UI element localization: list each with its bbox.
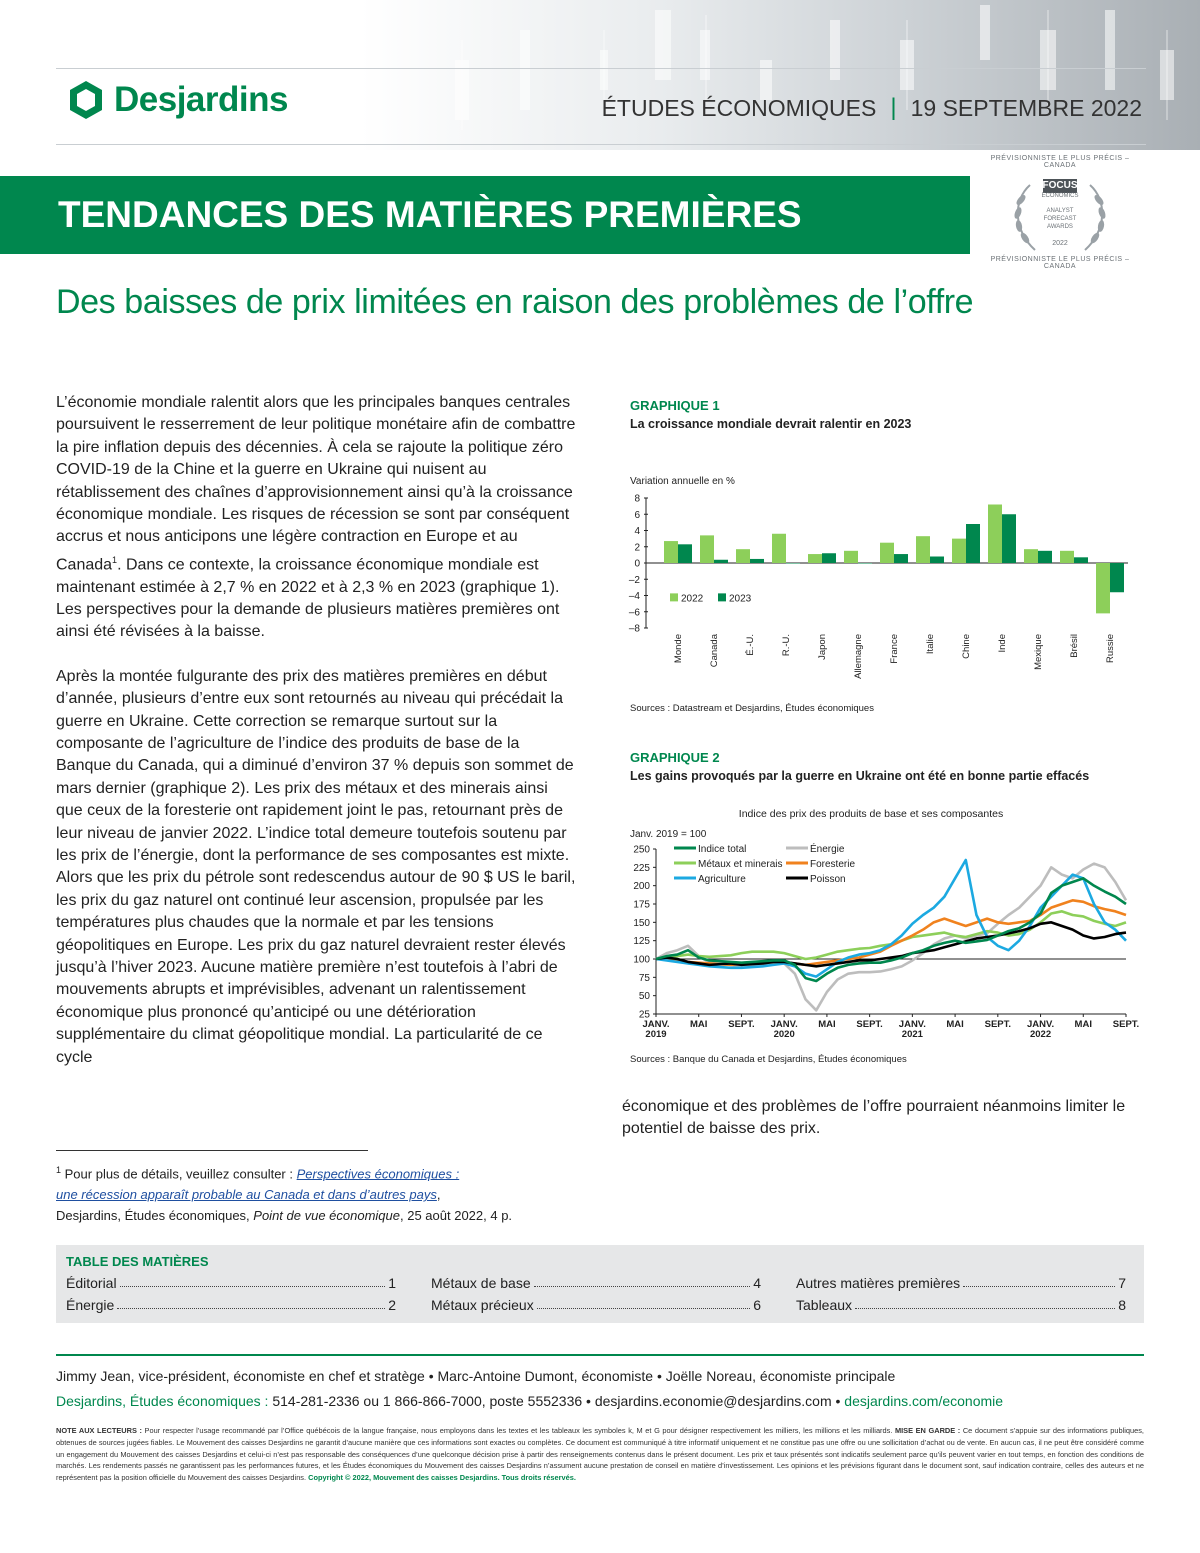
chart2-ytick-label: 175 — [633, 899, 650, 911]
chart1-bar-2023-Canada — [714, 560, 728, 563]
chart2-xtick-label: SEPT. — [856, 1019, 883, 1030]
chart1-bar-2022-Brésil — [1060, 551, 1074, 563]
chart1-source: Sources : Datastream et Desjardins, Études économiques — [630, 703, 874, 714]
header-rule-top — [56, 68, 1146, 69]
toc-item-page: 1 — [388, 1275, 396, 1291]
chart2-label: GRAPHIQUE 2 — [630, 750, 720, 765]
contact-phone-email[interactable]: 514-281-2336 ou 1 866-866-7000, poste 5552336 • desjardins.economie@desjardins.com • — [272, 1393, 845, 1409]
chart2-xtick-label: MAI — [1074, 1019, 1092, 1030]
chart1-bar-2022-Russie — [1096, 563, 1110, 613]
chart1-bar-2022-É.-U. — [736, 549, 750, 563]
legal-disclaimer — [56, 1425, 1144, 1484]
chart2-line-chart — [622, 805, 1142, 1045]
chart1-bar-2023-Inde — [1002, 514, 1016, 563]
header-meta — [602, 94, 1142, 122]
chart1-category-label: Russie — [1105, 634, 1116, 664]
footnote-suffix-b: , 25 août 2022, 4 p. — [400, 1208, 513, 1224]
chart1-bar-2022-France — [880, 543, 894, 563]
chart2-ytick-label: 125 — [633, 936, 650, 948]
toc-item-page: 2 — [388, 1297, 396, 1313]
chart2-xtick-label: MAI — [690, 1019, 708, 1030]
chart1-bar-2022-Canada — [700, 535, 714, 563]
table-of-contents — [56, 1245, 1144, 1323]
footnote-number: 1 — [56, 1165, 62, 1175]
award-year: 2022 — [1052, 240, 1068, 247]
chart1-ylabel: Variation annuelle en % — [630, 476, 735, 487]
toc-item-metaux-precieux[interactable] — [431, 1297, 761, 1313]
chart1-category-label: Italie — [925, 634, 936, 655]
header-separator: | — [890, 94, 897, 121]
desjardins-logo[interactable] — [68, 80, 288, 120]
chart1-bar-2023-Allemagne — [858, 563, 872, 564]
chart2-ytick-label: 50 — [638, 991, 650, 1003]
chart1-bar-2022-Japon — [808, 554, 822, 563]
chart2-xtick-label: JANV. — [642, 1019, 670, 1030]
chart1-category-label: Monde — [673, 634, 684, 664]
toc-item-energie[interactable] — [66, 1297, 396, 1313]
footnote-prefix: Pour plus de détails, veuillez consulter : — [64, 1166, 297, 1182]
award-name: FOCUS — [1042, 180, 1078, 191]
toc-item-label: Tableaux — [796, 1297, 853, 1313]
brand-name: Desjardins — [114, 80, 288, 119]
chart2-xtick-year: 2021 — [901, 1029, 923, 1040]
chart1-category-label: Canada — [709, 634, 720, 668]
chart2-xtick-label: SEPT. — [1112, 1019, 1140, 1030]
paragraph-1-b: . Dans ce contexte, la croissance économique mondiale est maintenant estimée à 2,7 % en 2022 et à 2,3 % en 2023 (graphique 1). Les perspectives pour la demande de plusieurs matières premières ont ainsi été révisées à la baisse. — [56, 556, 560, 641]
chart1-bar-2023-R.-U. — [786, 563, 800, 564]
contact-website-link[interactable]: desjardins.com/economie — [844, 1393, 1004, 1409]
chart1-bar-2023-Chine — [966, 524, 980, 563]
toc-leader — [534, 1275, 751, 1287]
toc-item-page: 7 — [1118, 1275, 1126, 1291]
paragraph-2-continuation: économique et des problèmes de l’offre pourraient néanmoins limiter le potentiel de baisse des prix. — [622, 1098, 1126, 1138]
page-title: TENDANCES DES MATIÈRES PREMIÈRES — [58, 194, 802, 235]
chart2-xtick-year: 2019 — [645, 1029, 667, 1040]
paragraph-2: Après la montée fulgurante des prix des matières premières en début d’année, plusieurs d’entre eux sont retournés au niveau qui précédait la guerre en Ukraine. Cette correction se remarque surtout sur la composante de l’agriculture de l’indice des produits de base de la Banque du Canada, qui a diminué d’environ 37 % depuis son sommet de mars dernier (graphique 2). Les prix des métaux et des minerais ainsi que ceux de la foresterie ont rapidement joint le pas, retournant près de leur niveau de janvier 2022. L’indice total demeure toutefois soutenu par les prix de l’énergie, dont la performance de ses composantes est mixte. Alors que les prix du pétrole sont redescendus autour de 90 $ US le baril, les prix du gaz naturel ont continué leur ascension, propulsée par les températures plus chaudes que la normale et par les tensions géopolitiques en Europe. Les prix du gaz naturel devraient rester élevés jusqu’à l’hiver 2023. Aucune matière première n’est toutefois à l’abri de mouvements abrupts et imprévisibles, advenant un ralentissement économique plus prononcé qu’anticipé ou une détérioration supplémentaire du climat géopolitique mondial. La particularité de ce cycle — [56, 667, 576, 1066]
chart2-line-Métaux et minerais — [656, 911, 1126, 959]
chart2-legend-label: Métaux et minerais — [698, 859, 783, 870]
toc-item-editorial[interactable] — [66, 1275, 396, 1291]
chart2-xtick-label: MAI — [946, 1019, 964, 1030]
chart1-ytick-label: 8 — [634, 493, 640, 505]
footnote: $^1$ Pour plus de détails, veuillez consulter : Perspectives économiques : une récession apparaît probable au Canada et dans d’autres pays, Desjardins, Études économiques, Point de vue économique, 25 août 2022, 4 p. — [56, 1165, 513, 1224]
chart1-ytick-label: 0 — [634, 558, 640, 570]
toc-item-label: Métaux précieux — [431, 1297, 534, 1313]
chart2-ytick-label: 100 — [633, 954, 650, 966]
toc-item-tableaux[interactable] — [796, 1297, 1126, 1313]
chart2-xtick-label: JANV. — [770, 1019, 798, 1030]
paragraph-1-a: L’économie mondiale ralentit alors que les principales banques centrales poursuivent le resserrement de leur politique monétaire afin de combattre la pire inflation depuis des décennies. À cela se rajoute la politique zéro COVID-19 de la Chine et la guerre en Ukraine qui nuisent au rétablissement des chaînes d’approvisionnement ainsi qu’à la croissance économique mondiale. Les risques de récession se sont par conséquent accrus et nous anticipons une légère contraction en Europe et au Canada — [56, 394, 576, 574]
chart1-bar-2022-Italie — [916, 536, 930, 563]
chart1-legend-swatch — [670, 593, 678, 601]
chart2-inner-title: Indice des prix des produits de base et ses composantes — [738, 808, 1004, 820]
chart2-xtick-label: MAI — [818, 1019, 836, 1030]
award-mid: ANALYST FORECAST AWARDS — [1043, 208, 1077, 230]
chart2-ytick-label: 250 — [633, 844, 650, 856]
footnote-rule — [56, 1150, 368, 1151]
footer-rule — [56, 1354, 1144, 1356]
footnote-suffix-italic: Point de vue économique — [253, 1208, 400, 1224]
footnote-ref-1[interactable]: 1 — [112, 554, 118, 565]
toc-item-autres-matieres[interactable] — [796, 1275, 1126, 1291]
award-bottom-text: PRÉVISIONNISTE LE PLUS PRÉCIS – CANADA — [990, 256, 1130, 270]
chart1-category-label: Inde — [997, 634, 1008, 653]
chart2-ytick-label: 200 — [633, 881, 650, 893]
body-left-column — [56, 392, 576, 1091]
chart2-xtick-label: JANV. — [898, 1019, 926, 1030]
toc-leader — [855, 1297, 1115, 1309]
toc-title: TABLE DES MATIÈRES — [66, 1254, 209, 1269]
paragraph-1 — [56, 392, 576, 644]
toc-item-page: 6 — [753, 1297, 761, 1313]
chart1-bar-2023-Monde — [678, 544, 692, 563]
chart2-ytick-label: 225 — [633, 862, 650, 874]
chart1-category-label: Mexique — [1033, 634, 1044, 670]
chart1-category-label: France — [889, 634, 900, 664]
chart1-bar-2022-Mexique — [1024, 549, 1038, 563]
footnote-link-line1[interactable]: Perspectives économiques : — [296, 1166, 460, 1182]
legal-note-text: Pour respecter l’usage recommandé par l’Office québécois de la langue française, nous employons dans les textes et les tableaux les symboles k, M et G pour désigner respectivement les milliers, les millions et les milliards. — [144, 1426, 895, 1435]
header-rule-bottom — [56, 144, 1146, 145]
chart1-legend-swatch — [718, 593, 726, 601]
chart1-title: La croissance mondiale devrait ralentir en 2023 — [630, 417, 912, 431]
chart1-label: GRAPHIQUE 1 — [630, 398, 720, 413]
chart1-ytick-label: –8 — [628, 623, 640, 635]
chart1-ytick-label: 2 — [634, 542, 640, 554]
chart1-bar-2023-France — [894, 554, 908, 563]
chart2-xtick-label: SEPT. — [728, 1019, 755, 1030]
chart1-bar-2023-É.-U. — [750, 559, 764, 563]
copyright: Copyright © 2022, Mouvement des caisses Desjardins. Tous droits réservés. — [308, 1473, 576, 1483]
toc-item-page: 8 — [1118, 1297, 1126, 1313]
toc-leader — [537, 1297, 750, 1309]
chart1-bar-chart — [622, 470, 1142, 700]
chart1-ytick-label: –6 — [628, 607, 640, 619]
toc-item-page: 4 — [753, 1275, 761, 1291]
chart2-xtick-year: 2020 — [773, 1029, 795, 1040]
chart2-xtick-label: SEPT. — [984, 1019, 1012, 1030]
chart1-bar-2022-Chine — [952, 539, 966, 563]
chart2-ytick-label: 150 — [633, 917, 650, 929]
chart1-legend-label: 2023 — [729, 593, 752, 605]
contact-line — [56, 1393, 1003, 1409]
chart2-line-Énergie — [656, 864, 1126, 1011]
chart1-ytick-label: –4 — [628, 591, 640, 602]
award-sub: ECONOMICS — [1041, 193, 1079, 199]
award-top-text: PRÉVISIONNISTE LE PLUS PRÉCIS – CANADA — [990, 155, 1130, 169]
toc-item-label: Autres matières premières — [796, 1275, 961, 1291]
page-subtitle: Des baisses de prix limitées en raison des problèmes de l’offre — [56, 283, 974, 321]
toc-leader — [117, 1297, 385, 1309]
contact-org: Desjardins, Études économiques : — [56, 1393, 273, 1409]
chart1-bar-2022-Monde — [664, 541, 678, 563]
legal-note-heading: NOTE AUX LECTEURS : — [56, 1426, 145, 1435]
legal-warning-text: Ce document s’appuie sur des informations publiques, obtenues de sources jugées fiables. Le Mouvement des caisses Desjardins ne garantit d’aucune manière que ces informations sont exactes ou complètes. Ce document est communiqué à titre informatif uniquement et ne constitue pas une offre ou une sollicitation d’achat ou de vente. En aucun cas, il ne peut être considéré comme un engagement du Mouvement des caisses Desjardins et celui-ci n’est pas responsable des conséquences d’une quelconque décision prise à partir des renseignements contenus dans le présent document. Les prix et taux présentés sont indicatifs seulement parce qu’ils peuvent varier en tout temps, en fonction des conditions de marchés. Les rendements passés ne garantissent pas les performances futures, et les Études économiques du Mouvement des caisses Desjardins n’assument aucune prestation de conseil en matière d’investissement. Les opinions et les prévisions figurant dans le document sont, sauf indication contraire, celles des auteurs et ne représentent pas la position officielle du Mouvement des caisses Desjardins. — [56, 1426, 1144, 1483]
title-bar-left-stub — [0, 176, 55, 254]
chart2-legend-label: Agriculture — [698, 874, 746, 885]
chart2-ylabel: Janv. 2019 = 100 — [630, 829, 707, 840]
toc-item-label: Éditorial — [66, 1275, 117, 1291]
award-seal — [985, 155, 1135, 270]
chart1-category-label: Brésil — [1069, 634, 1080, 658]
footnote-suffix-a: Desjardins, Études économiques, — [56, 1208, 254, 1224]
chart1-category-label: Chine — [961, 634, 972, 659]
chart2-ytick-label: 75 — [638, 972, 650, 984]
chart1-bar-2023-Brésil — [1074, 557, 1088, 563]
chart2-legend-label: Indice total — [698, 844, 747, 855]
chart1-category-label: R.-U. — [781, 634, 792, 657]
chart2-legend-label: Énergie — [810, 844, 845, 855]
publication-date: 19 SEPTEMBRE 2022 — [910, 94, 1142, 121]
desjardins-hexagon-icon — [68, 80, 104, 120]
chart1-bar-2023-Russie — [1110, 563, 1124, 592]
toc-leader — [963, 1275, 1115, 1287]
chart1-category-label: É.-U. — [745, 634, 756, 656]
toc-item-label: Métaux de base — [431, 1275, 531, 1291]
header-banner — [0, 0, 1200, 150]
legal-warning-heading: MISE EN GARDE : — [894, 1426, 963, 1435]
chart1-ytick-label: –2 — [628, 574, 640, 586]
chart1-legend-label: 2022 — [681, 593, 704, 605]
toc-item-metaux-de-base[interactable] — [431, 1275, 761, 1291]
toc-item-label: Énergie — [66, 1297, 115, 1313]
chart1-bar-2022-Inde — [988, 505, 1002, 564]
title-bar — [55, 176, 970, 254]
footnote-link-line2[interactable]: une récession apparaît probable au Canada et dans d’autres pays — [56, 1187, 437, 1203]
chart1-bar-2023-Italie — [930, 557, 944, 564]
chart2-title: Les gains provoqués par la guerre en Ukraine ont été en bonne partie effacés — [630, 769, 1090, 783]
chart1-bar-2023-Mexique — [1038, 551, 1052, 563]
chart1-ytick-label: 4 — [634, 526, 640, 537]
chart1-bar-2022-R.-U. — [772, 534, 786, 563]
chart2-xtick-label: JANV. — [1026, 1019, 1055, 1030]
chart1-category-label: Allemagne — [853, 634, 864, 679]
chart2-legend-label: Poisson — [810, 874, 846, 885]
chart2-legend-label: Foresterie — [810, 859, 856, 870]
chart1-ytick-label: 6 — [634, 509, 640, 521]
chart2-xtick-year: 2022 — [1029, 1029, 1052, 1040]
chart1-bar-2022-Allemagne — [844, 551, 858, 563]
chart2-source: Sources : Banque du Canada et Desjardins, Études économiques — [630, 1054, 907, 1065]
toc-leader — [120, 1275, 386, 1287]
chart1-category-label: Japon — [817, 634, 828, 660]
authors-line: Jimmy Jean, vice-président, économiste en chef et stratège • Marc-Antoine Dumont, économiste • Joëlle Noreau, économiste principale — [56, 1368, 896, 1384]
banner-decoration — [0, 0, 1200, 150]
section-name: ÉTUDES ÉCONOMIQUES — [601, 94, 877, 121]
chart2-ytick-label: 25 — [638, 1009, 650, 1021]
chart1-bar-2023-Japon — [822, 553, 836, 563]
